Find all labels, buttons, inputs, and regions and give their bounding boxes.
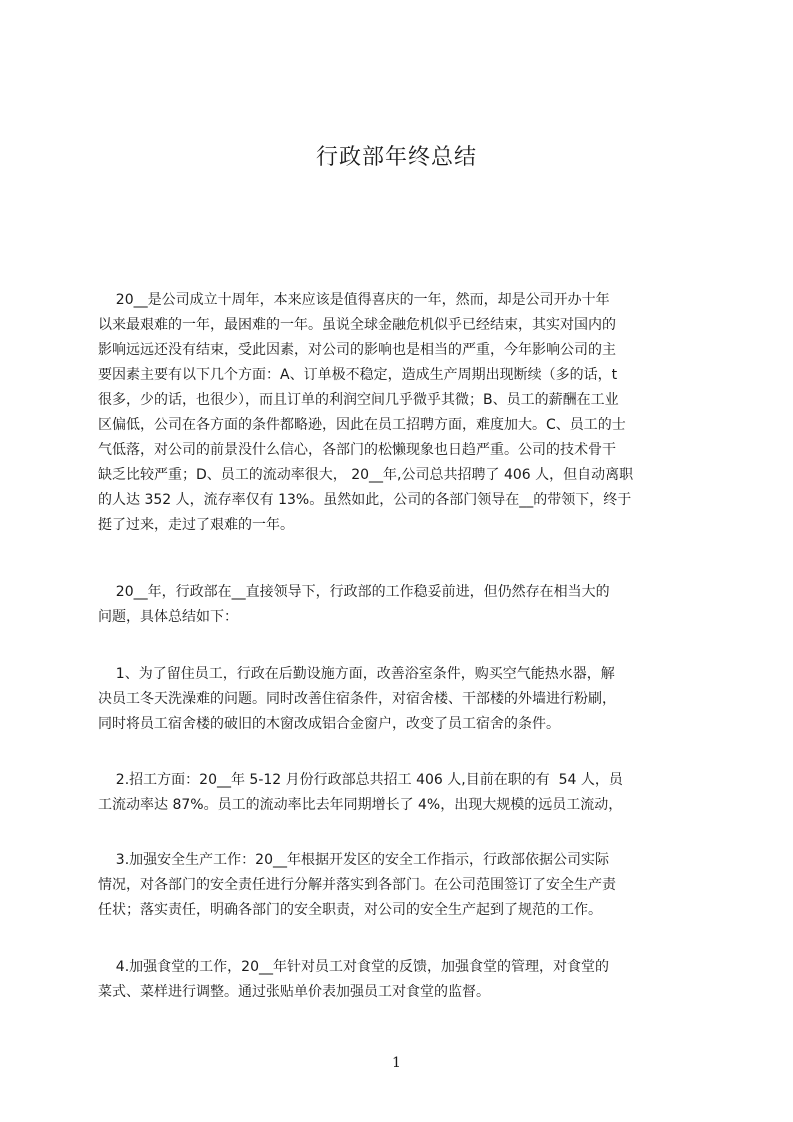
paragraph-overview xyxy=(98,580,698,630)
text-line: 很多，少的话，也很少），而且订单的利润空间几乎微乎其微；B、员工的薪酬在工业 xyxy=(98,392,619,408)
text-line: 同时将员工宿舍楼的破旧的木窗改成铝合金窗户，改变了员工宿舍的条件。 xyxy=(98,716,560,732)
text-line: 菜式、菜样进行调整。通过张贴单价表加强员工对食堂的监督。 xyxy=(98,984,490,1000)
text-line: 任状；落实责任，明确各部门的安全职责，对公司的安全生产起到了规范的工作。 xyxy=(98,902,602,918)
text-line: 2.招工方面：20__年 5-12 月份行政部总共招工 406 人,目前在职的有 54 人，员 xyxy=(98,772,623,788)
text-line: 1、为了留住员工，行政在后勤设施方面，改善浴室条件，购买空气能热水器，解 xyxy=(98,666,615,682)
text-line: 以来最艰难的一年，最困难的一年。虽说全球金融危机似乎已经结束，其实对国内的 xyxy=(98,317,616,333)
text-line: 20__是公司成立十周年，本来应该是值得喜庆的一年，然而，却是公司开办十年 xyxy=(98,292,610,308)
text-line: 3.加强安全生产工作：20__年根据开发区的安全工作指示，行政部依据公司实际 xyxy=(98,852,609,868)
paragraph-item-1 xyxy=(98,662,698,737)
text-line: 挺了过来，走过了艰难的一年。 xyxy=(98,517,294,533)
paragraph-item-2 xyxy=(98,768,698,818)
text-line: 要因素主要有以下几个方面：A、订单极不稳定，造成生产周期出现断续（多的话，t xyxy=(98,367,618,383)
text-line: 4.加强食堂的工作，20__年针对员工对食堂的反馈，加强食堂的管理，对食堂的 xyxy=(98,959,609,975)
paragraph-intro xyxy=(98,288,698,538)
text-line: 缺乏比较严重；D、员工的流动率很大， 20__年,公司总共招聘了 406 人，但自动离职 xyxy=(98,467,634,483)
paragraph-item-4 xyxy=(98,955,698,1005)
text-line: 情况，对各部门的安全责任进行分解并落实到各部门。在公司范围签订了安全生产责 xyxy=(98,877,616,893)
text-line: 20__年，行政部在__直接领导下，行政部的工作稳妥前进，但仍然存在相当大的 xyxy=(98,584,610,600)
text-line: 影响远远还没有结束，受此因素，对公司的影响也是相当的严重，今年影响公司的主 xyxy=(98,342,616,358)
text-line: 气低落，对公司的前景没什么信心，各部门的松懒现象也日趋严重。公司的技术骨干 xyxy=(98,442,616,458)
text-line: 工流动率达 87%。员工的流动率比去年同期增长了 4%，出现大规模的远员工流动， xyxy=(98,797,623,813)
text-line: 区偏低，公司在各方面的条件都略逊，因此在员工招聘方面，难度加大。C、员工的士 xyxy=(98,417,626,433)
text-line: 的人达 352 人，流存率仅有 13%。虽然如此，公司的各部门领导在__的带领下，终于 xyxy=(98,492,632,508)
text-line: 决员工冬天洗澡难的问题。同时改善住宿条件，对宿舍楼、干部楼的外墙进行粉刷， xyxy=(98,691,616,707)
page-number: 1 xyxy=(392,1055,401,1071)
text-line: 问题，具体总结如下： xyxy=(98,609,238,625)
page-title: 行政部年终总结 xyxy=(315,145,477,170)
paragraph-item-3 xyxy=(98,848,698,923)
